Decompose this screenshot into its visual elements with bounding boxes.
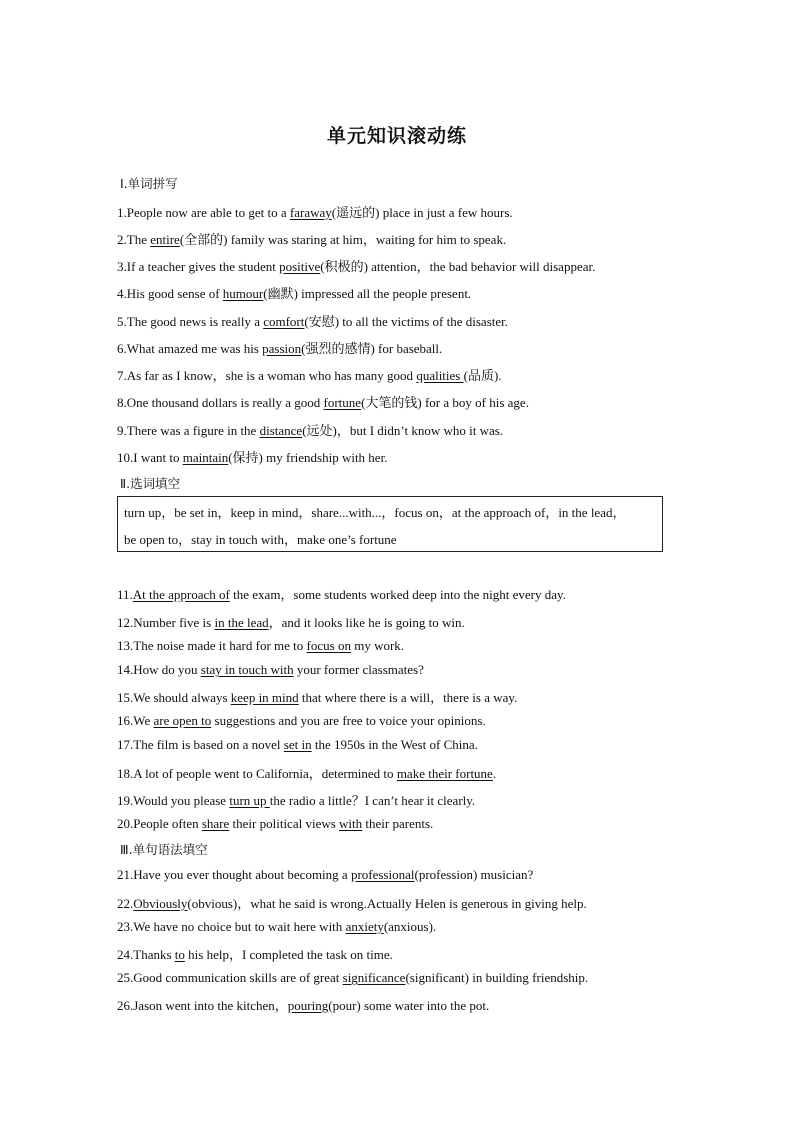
question-16 [117, 713, 486, 729]
page-title: 单元知识滚动练 [326, 125, 467, 147]
answer: fortune [323, 395, 362, 410]
answer: in the lead [214, 615, 269, 630]
answer: with [339, 816, 363, 831]
question-text: 13.The noise made it hard for me to [117, 638, 307, 653]
answer: entire [150, 232, 180, 247]
question-23 [117, 919, 436, 935]
question-text: 25.Good communication skills are of great [117, 970, 343, 985]
question-text: 8.One thousand dollars is really a good [117, 395, 324, 410]
question-text: (品质). [463, 368, 502, 383]
question-text: 22. [117, 896, 134, 911]
question-text: (significant) in building friendship. [405, 970, 589, 985]
answer: make their fortune [396, 766, 493, 781]
answer: share [201, 816, 230, 831]
question-text: the radio a little？I can’t hear it clearly. [269, 793, 476, 808]
question-11 [117, 584, 566, 603]
question-25 [117, 970, 588, 986]
section-heading-grammar: Ⅲ.单句语法填空 [120, 842, 208, 857]
question-text: 9.There was a figure in the [117, 423, 260, 438]
question-text: 17.The film is based on a novel [117, 737, 284, 752]
question-7 [117, 365, 502, 384]
answer: positive [279, 259, 321, 274]
question-4 [117, 283, 471, 302]
question-21 [117, 867, 533, 883]
question-text: 15.We should always [117, 690, 231, 705]
question-20 [117, 816, 433, 832]
question-5 [117, 311, 508, 330]
question-text: (obvious)，what he said is wrong.Actually Helen is generous in giving help. [187, 896, 587, 911]
question-text: their parents. [362, 816, 434, 831]
word-bank-line-1: turn up，be set in，keep in mind，share...with...，focus on，at the approach of，in the lead， [124, 505, 626, 520]
question-text: the 1950s in the West of China. [311, 737, 478, 752]
question-10 [117, 447, 387, 466]
question-text: (大笔的钱) for a boy of his age. [361, 395, 529, 410]
question-text: 24.Thanks [117, 947, 175, 962]
question-text: (幽默) impressed all the people present. [263, 286, 472, 301]
answer: anxiety [345, 919, 384, 934]
section-heading-spelling: Ⅰ.单词拼写 [120, 176, 178, 191]
answer: set in [283, 737, 312, 752]
question-text: (保持) my friendship with her. [228, 450, 388, 465]
question-text: 16.We [117, 713, 154, 728]
question-14 [117, 662, 424, 678]
word-bank-box [117, 496, 663, 552]
question-text: 10.I want to [117, 450, 183, 465]
answer: focus on [306, 638, 351, 653]
answer: faraway [289, 205, 332, 220]
question-text: 12.Number five is [117, 615, 215, 630]
question-9 [117, 420, 503, 439]
question-text: 4.His good sense of [117, 286, 223, 301]
question-text: my work. [350, 638, 405, 653]
question-8 [117, 392, 529, 411]
question-text: . [492, 766, 497, 781]
question-text: your former classmates? [293, 662, 424, 677]
question-17 [117, 737, 478, 753]
question-2 [117, 229, 506, 248]
question-text: 5.The good news is really a [117, 314, 264, 329]
question-text: 23.We have no choice but to wait here with [117, 919, 346, 934]
question-text: that where there is a will，there is a way. [298, 690, 518, 705]
question-text: (profession) musician? [414, 867, 534, 882]
word-bank-line-2: be open to，stay in touch with，make one’s fortune [124, 532, 397, 547]
question-text: 14.How do you [117, 662, 201, 677]
answer: Obviously [133, 896, 188, 911]
question-text: (强烈的感情) for baseball. [301, 341, 443, 356]
question-22 [117, 893, 587, 912]
question-18 [117, 763, 496, 782]
question-text: suggestions and you are free to voice your opinions. [211, 713, 486, 728]
question-1 [117, 202, 513, 221]
question-3 [117, 256, 595, 275]
question-text: his help，I completed the task on time. [184, 947, 393, 962]
question-text: 18.A lot of people went to California，determined to [117, 766, 397, 781]
question-12 [117, 612, 465, 631]
answer: maintain [182, 450, 229, 465]
answer: keep in mind [230, 690, 299, 705]
question-text: the exam，some students worked deep into the night every day. [229, 587, 566, 602]
answer: to [174, 947, 185, 962]
question-15 [117, 687, 517, 706]
answer: comfort [263, 314, 305, 329]
question-24 [117, 944, 393, 963]
question-text: (pour) some water into the pot. [328, 998, 490, 1013]
question-text: their political views [229, 816, 340, 831]
question-19 [117, 790, 475, 809]
question-text: 20.People often [117, 816, 202, 831]
question-26 [117, 995, 489, 1014]
section-heading-fill-in: Ⅱ.选词填空 [120, 476, 181, 491]
question-text: (遥远的) place in just a few hours. [331, 205, 513, 220]
question-text: 26.Jason went into the kitchen， [117, 998, 288, 1013]
answer: turn up [229, 793, 270, 808]
question-text: 1.People now are able to get to a [117, 205, 290, 220]
question-6 [117, 338, 442, 357]
question-text: (安慰) to all the victims of the disaster. [304, 314, 509, 329]
question-13 [117, 638, 404, 654]
question-text: (全部的) family was staring at him，waiting for him to speak. [179, 232, 507, 247]
answer: significance [342, 970, 406, 985]
question-text: 19.Would you please [117, 793, 230, 808]
question-text: (anxious). [383, 919, 437, 934]
answer: passion [262, 341, 302, 356]
question-text: ，and it looks like he is going to win. [268, 615, 465, 630]
answer: are open to [153, 713, 212, 728]
question-text: 21.Have you ever thought about becoming a [117, 867, 351, 882]
question-text: (远处)，but I didn’t know who it was. [302, 423, 504, 438]
answer: pouring [287, 998, 329, 1013]
question-text: 6.What amazed me was his [117, 341, 263, 356]
question-text: (积极的) attention，the bad behavior will disappear. [320, 259, 596, 274]
answer: humour [222, 286, 264, 301]
answer: qualities [416, 368, 464, 383]
answer: stay in touch with [200, 662, 294, 677]
question-text: 3.If a teacher gives the student [117, 259, 280, 274]
answer: At the approach of [132, 587, 230, 602]
answer: professional [350, 867, 415, 882]
question-text: 11. [117, 587, 133, 602]
question-text: 2.The [117, 232, 151, 247]
question-text: 7.As far as I know，she is a woman who has many good [117, 368, 417, 383]
answer: distance [259, 423, 303, 438]
